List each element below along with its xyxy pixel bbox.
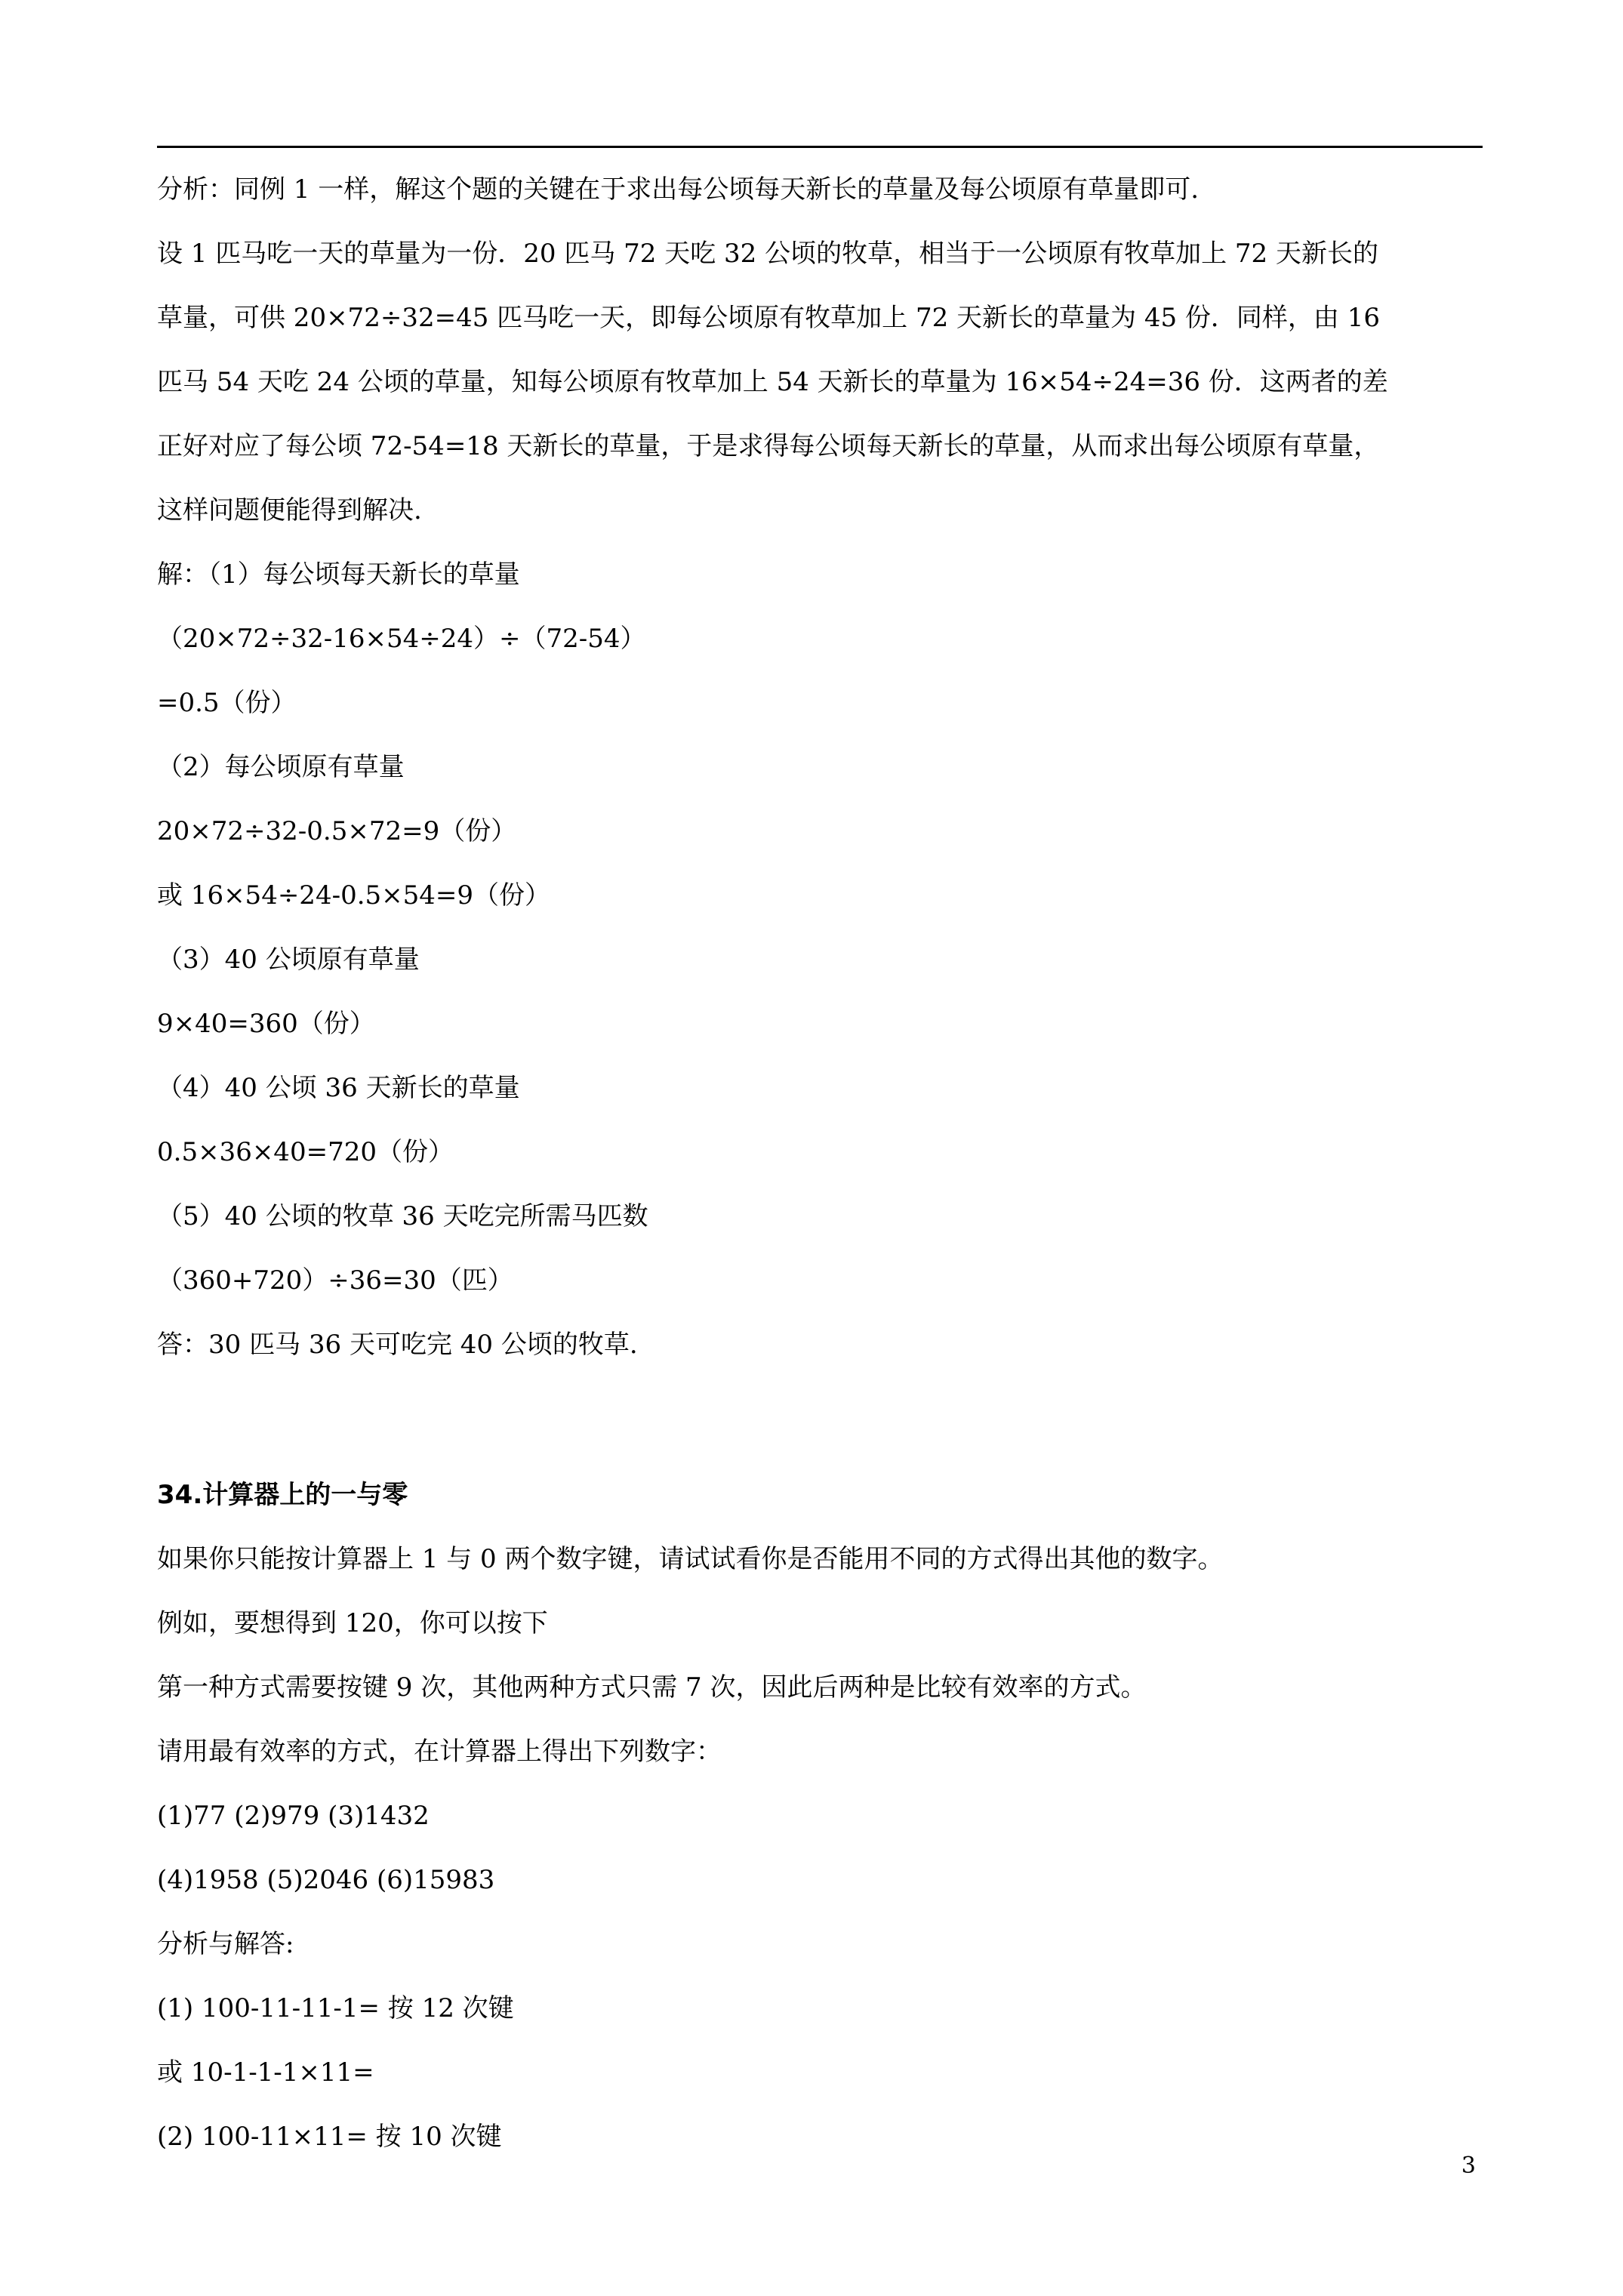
analysis-line: 分析：同例 1 一样，解这个题的关键在于求出每公顷每天新长的草量及每公顷原有草量即可. — [157, 174, 1200, 205]
solution-line: 或 10-1-1-1×11= — [157, 2057, 374, 2088]
solution-line: 20×72÷32-0.5×72=9（份） — [157, 816, 517, 846]
problem-line: 第一种方式需要按键 9 次，其他两种方式只需 7 次，因此后两种是比较有效率的方式。 — [157, 1672, 1147, 1703]
solution-line: （360+720）÷36=30（匹） — [157, 1265, 513, 1296]
solution-line: 分析与解答: — [157, 1929, 294, 1959]
analysis-line: 正好对应了每公顷 72-54=18 天新长的草量，于是求得每公顷每天新长的草量，从而求出每公顷原有草量， — [157, 431, 1380, 461]
problem-line: (1)77 (2)979 (3)1432 — [157, 1801, 430, 1831]
problem-line: 如果你只能按计算器上 1 与 0 两个数字键，请试试看你是否能用不同的方式得出其他的数字。 — [157, 1544, 1224, 1574]
analysis-line: 匹马 54 天吃 24 公顷的草量，知每公顷原有牧草加上 54 天新长的草量为 16×54÷24=36 份．这两者的差 — [157, 367, 1388, 397]
solution-line: （20×72÷32-16×54÷24）÷（72-54） — [157, 624, 646, 654]
solution-line: （2）每公顷原有草量 — [157, 752, 405, 782]
header-rule — [157, 146, 1483, 148]
solution-line: (2) 100-11×11= 按 10 次键 — [157, 2122, 502, 2152]
analysis-line: 这样问题便能得到解决. — [157, 495, 422, 525]
answer-line: 答：30 匹马 36 天可吃完 40 公顷的牧草. — [157, 1330, 638, 1360]
solution-line: =0.5（份） — [157, 688, 297, 718]
analysis-line: 草量，可供 20×72÷32=45 匹马吃一天，即每公顷原有牧草加上 72 天新长的草量为 45 份．同样，由 16 — [157, 303, 1380, 333]
solution-line: (1) 100-11-11-1= 按 12 次键 — [157, 1993, 514, 2023]
solution-line: （4）40 公顷 36 天新长的草量 — [157, 1073, 520, 1103]
section-title: 34.计算器上的一与零 — [157, 1480, 408, 1510]
solution-line: 或 16×54÷24-0.5×54=9（份） — [157, 880, 551, 911]
solution-line: （3）40 公顷原有草量 — [157, 945, 420, 975]
solution-line: 0.5×36×40=720（份） — [157, 1137, 454, 1167]
document-body — [157, 168, 1483, 2179]
section-spacer — [157, 1387, 1483, 1473]
page-number: 3 — [1461, 2153, 1476, 2179]
solution-line: 解：（1）每公顷每天新长的草量 — [157, 559, 520, 590]
solution-line: （5）40 公顷的牧草 36 天吃完所需马匹数 — [157, 1201, 648, 1231]
solution-line: 9×40=360（份） — [157, 1009, 375, 1039]
problem-line: (4)1958 (5)2046 (6)15983 — [157, 1865, 495, 1895]
problem-line: 请用最有效率的方式，在计算器上得出下列数字： — [157, 1737, 722, 1767]
problem-line: 例如，要想得到 120，你可以按下 — [157, 1608, 548, 1638]
analysis-line: 设 1 匹马吃一天的草量为一份．20 匹马 72 天吃 32 公顷的牧草，相当于一公顷原有牧草加上 72 天新长的 — [157, 239, 1378, 269]
